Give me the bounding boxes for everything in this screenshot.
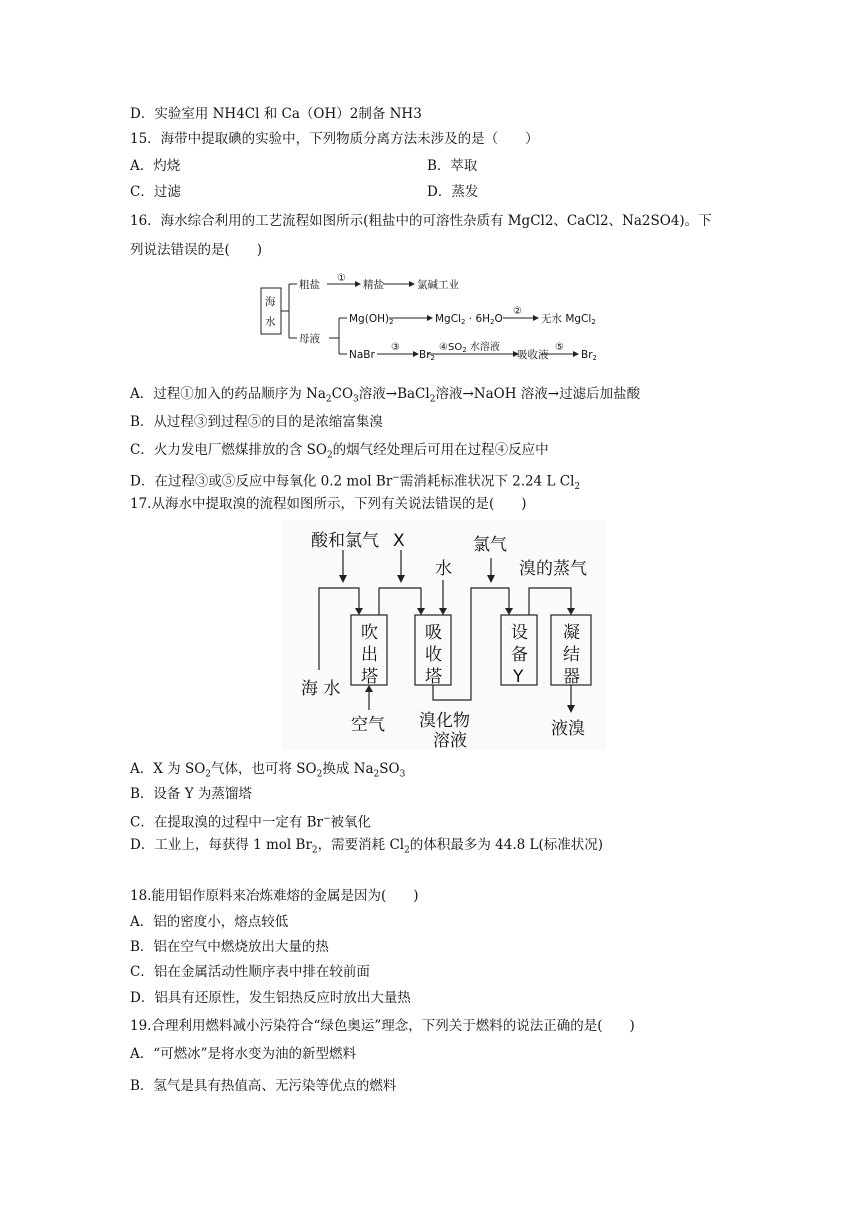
fig16-step3: ③ — [391, 342, 400, 353]
fig17-blow-tower-3: 塔 — [361, 667, 378, 687]
fig17-device-y-2: 备 — [511, 645, 528, 665]
q15-option-b: B．萃取 — [427, 158, 478, 174]
fig17-liquid-bromine: 液溴 — [551, 719, 585, 739]
q14-option-d: D．实验室用 NH4Cl 和 Ca（OH）2制备 NH3 — [130, 106, 422, 122]
fig17-condenser-1: 凝 — [563, 623, 580, 643]
fig16-step2: ② — [513, 306, 522, 317]
q16-option-b: B．从过程③到过程⑤的目的是浓缩富集溴 — [130, 414, 383, 430]
fig16-br2-b: Br2 — [581, 349, 597, 362]
q15-option-d: D．蒸发 — [427, 184, 479, 200]
fig16-mgcl2-hydrate: MgCl2 · 6H2O — [435, 313, 503, 326]
fig17-seawater: 海 水 — [301, 679, 341, 699]
fig17-bromide-1: 溴化物 — [419, 711, 470, 731]
fig17-water: 水 — [435, 559, 452, 579]
fig17-absorb-tower-1: 吸 — [425, 623, 442, 643]
fig16-step1: ① — [337, 273, 346, 284]
fig16-br2-a: Br2 — [419, 349, 435, 362]
fig16-mgoh2: Mg(OH)2 — [349, 313, 394, 326]
fig17-x: X — [393, 531, 405, 551]
fig17-device-y-3: Y — [513, 667, 524, 687]
fig17-chlorine: 氯气 — [473, 535, 507, 555]
fig17-absorb-tower-3: 塔 — [425, 667, 442, 687]
q15-option-c: C．过滤 — [130, 184, 181, 200]
fig16-anhydrous-mgcl2: 无水 MgCl2 — [541, 313, 596, 326]
fig17-acid-chlorine: 酸和氯气 — [311, 531, 379, 551]
q15-stem: 15．海带中提取碘的实验中，下列物质分离方法未涉及的是（ ） — [130, 131, 539, 147]
fig17-absorb-tower-2: 收 — [425, 645, 442, 665]
fig16-seawater-1: 海 — [265, 296, 276, 308]
fig17-bromine-vapor: 溴的蒸气 — [519, 559, 587, 579]
q17-option-b: B．设备 Y 为蒸馏塔 — [130, 786, 252, 802]
q17-stem: 17.从海水中提取溴的流程如图所示，下列有关说法错误的是( ) — [130, 496, 527, 512]
q17-option-c: C．在提取溴的过程中一定有 Br−被氧化 — [130, 814, 372, 831]
q18-option-d: D．铝具有还原性，发生铝热反应时放出大量热 — [130, 990, 411, 1006]
fig16-chlor-alkali: 氯碱工业 — [417, 279, 459, 291]
fig17-air: 空气 — [351, 715, 385, 735]
q17-option-d: D．工业上，每获得 1 mol $Br_2$，需要消耗 $Cl_2$的体积最多为 44.8 L(标准状况) — [130, 837, 603, 856]
q16-option-c: C．火力发电厂燃煤排放的含 $SO_2$的烟气经处理后可用在过程④反应中 — [130, 442, 549, 461]
fig17-bromide-2: 溶液 — [433, 731, 467, 750]
q19-option-a: A．“可燃冰”是将水变为油的新型燃料 — [130, 1046, 357, 1062]
q18-option-c: C．铝在金属活动性顺序表中排在较前面 — [130, 964, 370, 980]
q16-stem-line1: 16．海水综合利用的工艺流程如图所示(粗盐中的可溶性杂质有 MgCl2、CaCl2、Na2SO4)。下 — [130, 213, 712, 229]
fig16-absorb-liquid: 吸收液 — [517, 349, 549, 361]
fig17-blow-tower-1: 吹 — [361, 623, 378, 643]
q16-option-d: D．在过程③或⑤反应中每氧化 0.2 mol Br−需消耗标准状况下 2.24 L $Cl_2$ — [130, 473, 581, 493]
q17-option-a: A．X 为 $SO_2$气体，也可将 $SO_2$换成 $Na_2SO_3$ — [130, 761, 406, 780]
fig17-condenser-2: 结 — [563, 645, 580, 665]
q15-option-a: A．灼烧 — [130, 158, 181, 174]
q16-seawater-flow-diagram — [255, 270, 605, 370]
q18-option-a: A．铝的密度小，熔点较低 — [130, 914, 289, 930]
fig16-refined-salt: 精盐 — [363, 279, 384, 291]
fig17-blow-tower-2: 出 — [361, 645, 378, 665]
fig16-crude-salt: 粗盐 — [299, 279, 320, 291]
q17-bromine-flow-diagram — [283, 520, 606, 750]
q16-option-a: A．过程①加入的药品顺序为 $Na_2CO_3$溶液→BaCl$_2$溶液→NaOH 溶液→过滤后加盐酸 — [130, 386, 641, 405]
q18-stem: 18.能用铝作原料来冶炼难熔的金属是因为( ) — [130, 888, 419, 904]
fig17-device-y-1: 设 — [511, 623, 528, 643]
fig16-seawater-2: 水 — [265, 316, 276, 328]
fig16-nabr: NaBr — [349, 349, 375, 361]
fig16-mother-liquor: 母液 — [299, 333, 320, 345]
q18-option-b: B．铝在空气中燃烧放出大量的热 — [130, 939, 329, 955]
fig16-step4: $④SO_2$ 水溶液 — [439, 342, 500, 354]
q19-stem: 19.合理利用燃料减小污染符合“绿色奥运”理念，下列关于燃料的说法正确的是( ) — [130, 1018, 635, 1034]
q19-option-b: B．氢气是具有热值高、无污染等优点的燃料 — [130, 1078, 397, 1094]
fig16-step5: ⑤ — [555, 342, 564, 353]
q16-stem-line2: 列说法错误的是( ) — [130, 242, 263, 258]
fig17-condenser-3: 器 — [563, 667, 580, 687]
